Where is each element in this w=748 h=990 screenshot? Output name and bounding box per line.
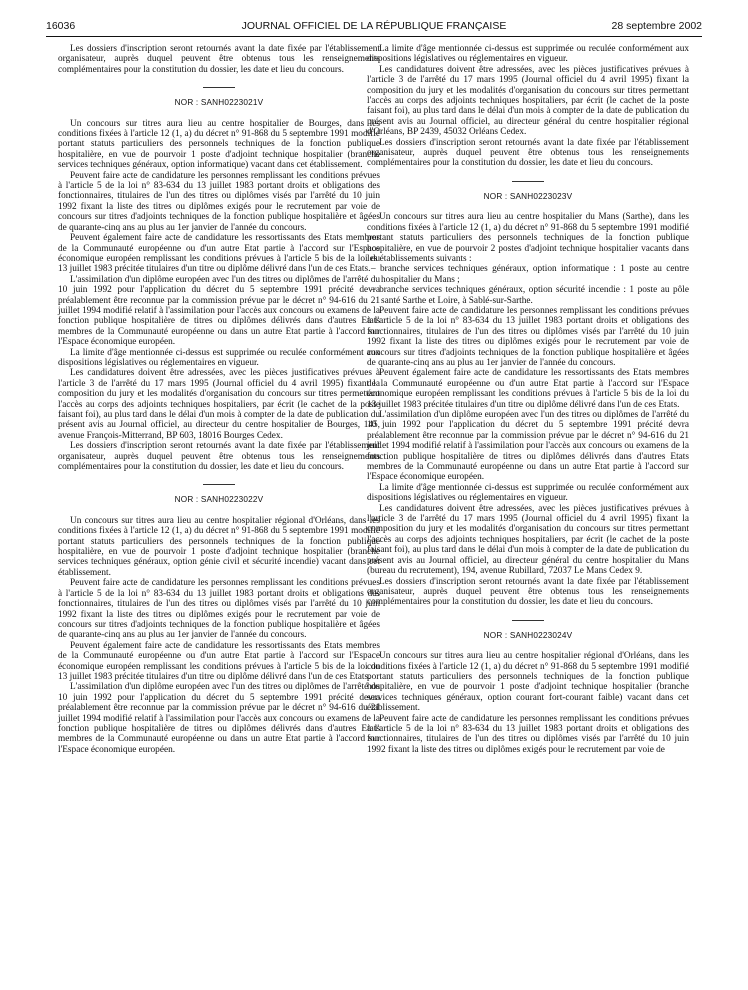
nor-reference: NOR : SANH0223021V [174,98,264,108]
paragraph: Peuvent également faire acte de candidature les ressortissants des Etats membres de la Communauté européenne ou d'un autre Etat partie à l'accord sur l'Espace économique européen remplissant les conditions prévues à l'article 5 bis de la loi du 13 juillet 1983 précitée titulaires d'un titre ou diplôme délivré dans l'un de ces Etats. [367,368,689,410]
list-item: – branche services techniques généraux, option sécurité incendie : 1 poste au pôle santé Sarthe et Loire, à Sablé-sur-Sarthe. [371,285,689,306]
nor-reference: NOR : SANH0223023V [483,191,573,201]
paragraph: Peuvent également faire acte de candidature les ressortissants des Etats membres de la Communauté européenne ou d'un autre Etat partie à l'accord sur l'Espace économique européen remplissant les conditions prévues à l'article 5 bis de la loi du 13 juillet 1983 précitée titulaires d'un titre ou diplôme délivré dans l'un de ces Etats. [58,640,380,682]
paragraph: L'assimilation d'un diplôme européen avec l'un des titres ou diplômes de l'arrêté du 10 juin 1992 pour l'application du décret du 5 septembre 1991 précité devra préalablement être reconnue par la commission prévue par le décret n° 94-616 du 21 juillet 1994 modifié relatif à l'assimilation pour l'accès aux concours ou examens de la fonction publique hospitalière de titres ou diplômes délivrés dans d'autres Etats membres de la Communauté européenne ou dans un autre Etat partie à l'accord sur l'Espace économique européen. [58,682,380,755]
right-column [367,44,689,755]
list-item: – branche services techniques généraux, option informatique : 1 poste au centre hospitalier du Mans ; [371,264,689,285]
page-header [46,18,702,36]
header-rule [46,36,702,37]
section-divider [203,484,235,485]
paragraph: Les candidatures doivent être adressées, avec les pièces justificatives prévues à l'article 3 de l'arrêté du 17 mars 1995 (Journal officiel du 4 avril 1995) fixant la composition du jury et les modalités d'organisation du concours sur titres permettant l'accès au corps des adjoints techniques hospitaliers, par écrit (le cachet de la poste faisant foi), au plus tard dans le délai d'un mois à compter de la date de publication du présent avis au Journal officiel, au directeur du centre hospitalier de Bourges, 145, avenue François-Mitterrand, BP 603, 18016 Bourges Cedex. [58,368,380,441]
paragraph: L'assimilation d'un diplôme européen avec l'un des titres ou diplômes de l'arrêté du 10 juin 1992 pour l'application du décret du 5 septembre 1991 précité devra préalablement être reconnue par la commission prévue par le décret n° 94-616 du 21 juillet 1994 modifié relatif à l'assimilation pour l'accès aux concours ou examens de la fonction publique hospitalière de titres ou diplômes délivrés dans d'autres Etats membres de la Communauté européenne ou dans un autre Etat partie à l'accord sur l'Espace économique européen. [58,274,380,348]
paragraph: Un concours sur titres aura lieu au centre hospitalier régional d'Orléans, dans les conditions fixées à l'article 12 (1, a) du décret n° 91-868 du 5 septembre 1991 modifié portant statuts particuliers des personnels techniques de la fonction publique hospitalière, en vue de pourvoir 1 poste d'adjoint technique hospitalier (branche services techniques généraux, option courant fort-courant faible) vacant dans cet établissement. [367,651,689,714]
section-divider [512,620,544,621]
paragraph: Peuvent faire acte de candidature les personnes remplissant les conditions prévues à l'article 5 de la loi n° 83-634 du 13 juillet 1983 portant droits et obligations des fonctionnaires, titulaires de l'un des titres ou diplômes visés par l'arrêté du 10 juin 1992 fixant la liste des titres ou diplômes exigés pour le recrutement par voie de concours sur titres d'adjoints techniques de la fonction publique hospitalière et âgées de quarante-cinq ans au plus au 1er janvier de l'année du concours. [367,305,689,368]
paragraph: Les dossiers d'inscription seront retournés avant la date fixée par l'établissement organisateur, auprès duquel peuvent être obtenus tous les renseignements complémentaires pour la constitution du dossier, les date et lieu du concours. [58,441,380,473]
journal-title: JOURNAL OFFICIEL DE LA RÉPUBLIQUE FRANÇAISE [241,20,507,32]
paragraph: Peuvent faire acte de candidature les personnes remplissant les conditions prévues à l'article 5 de la loi n° 83-634 du 13 juillet 1983 portant droits et obligations des fonctionnaires, titulaires de l'un des titres ou diplômes visés par l'arrêté du 10 juin 1992 fixant la liste des titres ou diplômes exigés pour le recrutement par voie de concours sur titres d'adjoints techniques de la fonction publique hospitalière et âgées de quarante-cinq ans au plus au 1er janvier de l'année du concours. [58,578,380,641]
nor-reference: NOR : SANH0223022V [174,495,264,505]
paragraph: La limite d'âge mentionnée ci-dessus est supprimée ou reculée conformément aux dispositions législatives ou réglementaires en vigueur. [367,44,689,65]
paragraph: Un concours sur titres aura lieu au centre hospitalier régional d'Orléans, dans les conditions fixées à l'article 12 (1, a) du décret n° 91-868 du 5 septembre 1991 modifié portant statuts particuliers des personnels techniques de la fonction publique hospitalière, en vue de pourvoir 1 poste d'adjoint technique hospitalier (branche services techniques généraux, option génie civil et sécurité incendie) vacant dans cet établissement. [58,515,380,578]
paragraph: Peuvent faire acte de candidature les personnes remplissant les conditions prévues à l'article 5 de la loi n° 83-634 du 13 juillet 1983 portant droits et obligations des fonctionnaires, titulaires de l'un des titres ou diplômes visés par l'arrêté du 10 juin 1992 fixant la liste des titres ou diplômes exigés pour le recrutement par voie de concours sur titres d'adjoints techniques de la fonction publique hospitalière et âgées de quarante-cinq ans au plus au 1er janvier de l'année du concours. [58,170,380,233]
paragraph: La limite d'âge mentionnée ci-dessus est supprimée ou reculée conformément aux dispositions législatives ou réglementaires en vigueur. [58,347,380,368]
paragraph: Peuvent faire acte de candidature les personnes remplissant les conditions prévues à l'article 5 de la loi n° 83-634 du 13 juillet 1983 portant droits et obligations des fonctionnaires, titulaires de l'un des titres ou diplômes visés par l'arrêté du 10 juin 1992 fixant la liste des titres ou diplômes exigés pour le recrutement par voie de [367,713,689,755]
paragraph: Peuvent également faire acte de candidature les ressortissants des Etats membres de la Communauté européenne ou d'un autre Etat partie à l'accord sur l'Espace économique européen remplissant les conditions prévues à l'article 5 bis de la loi du 13 juillet 1983 précitée titulaires d'un titre ou diplôme délivré dans l'un de ces Etats. [58,233,380,275]
publication-date: 28 septembre 2002 [611,20,702,32]
page-number: 16036 [46,20,76,32]
paragraph: Les candidatures doivent être adressées, avec les pièces justificatives prévues à l'article 3 de l'arrêté du 17 mars 1995 (Journal officiel du 4 avril 1995) fixant la composition du jury et les modalités d'organisation du concours sur titres permettant l'accès au corps des adjoints techniques hospitaliers, par écrit (le cachet de la poste faisant foi), au plus tard dans le délai d'un mois à compter de la date de publication du présent avis au Journal officiel, au directeur général du centre hospitalier régional d'Orléans, BP 2439, 45032 Orléans Cedex. [367,64,689,138]
section-divider [203,87,235,88]
paragraph: La limite d'âge mentionnée ci-dessus est supprimée ou reculée conformément aux dispositions législatives ou réglementaires en vigueur. [367,482,689,504]
paragraph: Les candidatures doivent être adressées, avec les pièces justificatives prévues à l'article 3 de l'arrêté du 17 mars 1995 (Journal officiel du 4 avril 1995) fixant la composition du jury et les modalités d'organisation du concours sur titres permettant l'accès au corps des adjoints techniques hospitaliers, par écrit (le cachet de la poste faisant foi), au plus tard dans le délai d'un mois à compter de la date de publication du présent avis au Journal officiel, au directeur général du centre hospitalier du Mans (bureau du recrutement), 194, avenue Rubillard, 72037 Le Mans Cedex 9. [367,503,689,577]
left-column [58,44,380,755]
paragraph: Un concours sur titres aura lieu au centre hospitalier du Mans (Sarthe), dans les conditions fixées à l'article 12 (1, a) du décret n° 91-868 du 5 septembre 1991 modifié portant statuts particuliers des personnels techniques de la fonction publique hospitalière, en vue de pourvoir 2 postes d'adjoint technique hospitalier vacants dans les établissements suivants : [367,212,689,264]
paragraph: Les dossiers d'inscription seront retournés avant la date fixée par l'établissement organisateur, auprès duquel peuvent être obtenus tous les renseignements complémentaires pour la constitution du dossier, les date et lieu du concours. [367,137,689,169]
section-divider [512,181,544,182]
paragraph: L'assimilation d'un diplôme européen avec l'un des titres ou diplômes de l'arrêté du 10 juin 1992 pour l'application du décret du 5 septembre 1991 précité devra préalablement être reconnue par la commission prévue par le décret n° 94-616 du 21 juillet 1994 modifié relatif à l'assimilation pour l'accès aux concours ou examens de la fonction publique hospitalière de titres ou diplômes délivrés dans d'autres Etats membres de la Communauté européenne ou dans un autre Etat partie à l'accord sur l'Espace économique européen. [367,410,689,483]
nor-reference: NOR : SANH0223024V [483,630,573,640]
paragraph: Les dossiers d'inscription seront retournés avant la date fixée par l'établissement organisateur, auprès duquel peuvent être obtenus tous les renseignements complémentaires pour la constitution du dossier, les date et lieu du concours. [58,44,380,75]
paragraph: Un concours sur titres aura lieu au centre hospitalier de Bourges, dans les conditions fixées à l'article 12 (1, a) du décret n° 91-868 du 5 septembre 1991 modifié portant statuts particuliers des personnels techniques de la fonction publique hospitalière, en vue de pourvoir 1 poste d'adjoint technique hospitalier (branche services techniques généraux, option informatique) vacant dans cet établissement. [58,118,380,171]
paragraph: Les dossiers d'inscription seront retournés avant la date fixée par l'établissement organisateur, auprès duquel peuvent être obtenus tous les renseignements complémentaires pour la constitution du dossier, les date et lieu du concours. [367,576,689,608]
